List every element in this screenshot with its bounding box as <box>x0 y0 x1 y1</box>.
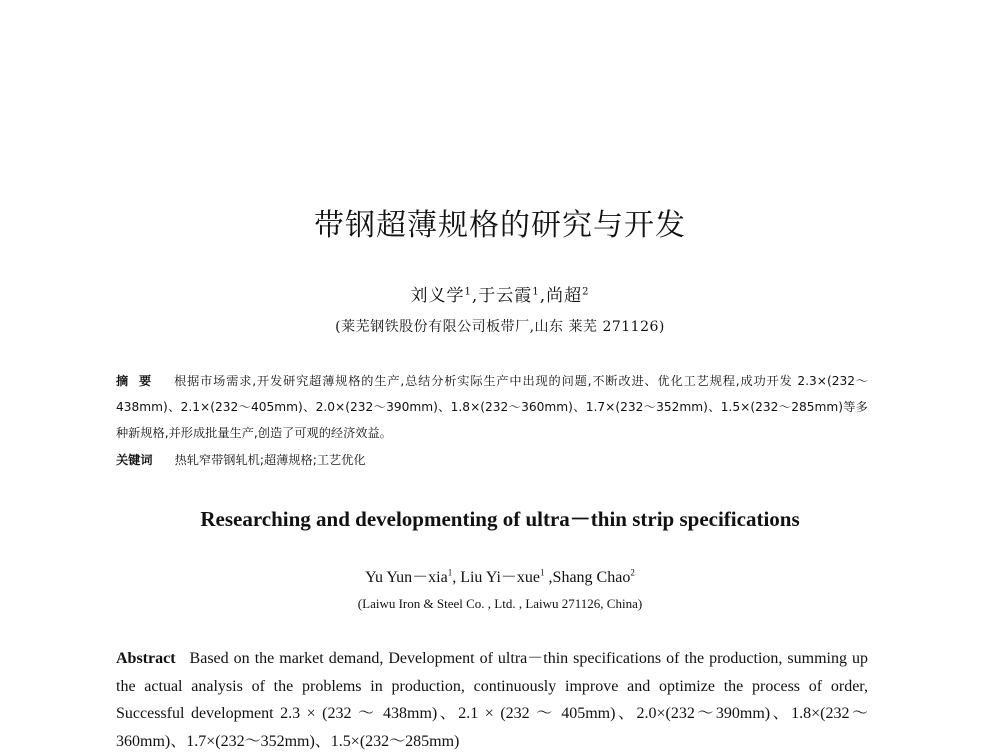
en-author-2: Liu Yi－xue <box>460 569 541 586</box>
cn-author-1-affil: 1 <box>464 286 472 298</box>
english-authors <box>0 564 1000 587</box>
en-author-1: Yu Yun－xia <box>365 569 448 586</box>
en-author-1-affil: 1 <box>447 567 453 578</box>
cn-abstract-text: 根据市场需求,开发研究超薄规格的生产,总结分析实际生产中出现的问题,不断改进、优化工艺规程,成功开发 2.3×(232～438mm)、2.1×(232～405mm)、2.0×(232～390mm)、1.8×(232～360mm)、1.7×(232～352mm)、1.5×(232～285mm)等多种新规格,并形成批量生产,创造了可观的经济效益。 <box>116 374 869 440</box>
english-title: Researching and developmenting of ultra－thin strip specifications <box>200 507 800 531</box>
en-author-sep: , <box>544 569 553 586</box>
en-author-sep: , <box>452 569 461 586</box>
chinese-affiliation: (莱芜钢铁股份有限公司板带厂,山东 莱芜 271126) <box>335 319 665 335</box>
en-abstract-text: Based on the market demand, Development of ultra－thin specifications of the production, summing up the actual analysis of the problems in production, continuously improve and optimize the process of order, Successful development 2.3 × (232 ～ 438mm)、2.1 × (232 ～ 405mm)、2.0×(232～390mm)、1.8×(232～360mm)、1.7×(232～352mm)、1.5×(232～285mm) <box>116 650 868 750</box>
cn-author-1: 刘义学 <box>410 286 465 306</box>
chinese-abstract <box>116 368 868 446</box>
english-abstract <box>116 645 868 755</box>
en-author-2-affil: 1 <box>540 567 545 578</box>
chinese-authors: 刘义学$^1$,于云霞$^1$,尚超$^2$ <box>410 286 590 306</box>
en-author-3: Shang Chao <box>552 569 631 586</box>
cn-author-2-affil: 1 <box>532 286 540 298</box>
cn-keywords-label: 关键词 <box>116 453 153 467</box>
cn-author-3: 尚超 <box>546 286 583 306</box>
chinese-keywords <box>116 449 868 471</box>
cn-keywords-text: 热轧窄带钢轧机;超薄规格;工艺优化 <box>174 453 366 467</box>
cn-author-3-affil: 2 <box>582 286 590 298</box>
chinese-title: 带钢超薄规格的研究与开发 <box>314 208 686 243</box>
cn-author-2: 于云霞 <box>478 286 533 306</box>
cn-abstract-label: 摘要 <box>116 374 163 388</box>
en-author-3-affil: 2 <box>630 567 635 578</box>
en-abstract-label: Abstract <box>116 650 176 667</box>
english-affiliation: (Laiwu Iron & Steel Co. , Ltd. , Laiwu 271126, China) <box>357 596 643 611</box>
